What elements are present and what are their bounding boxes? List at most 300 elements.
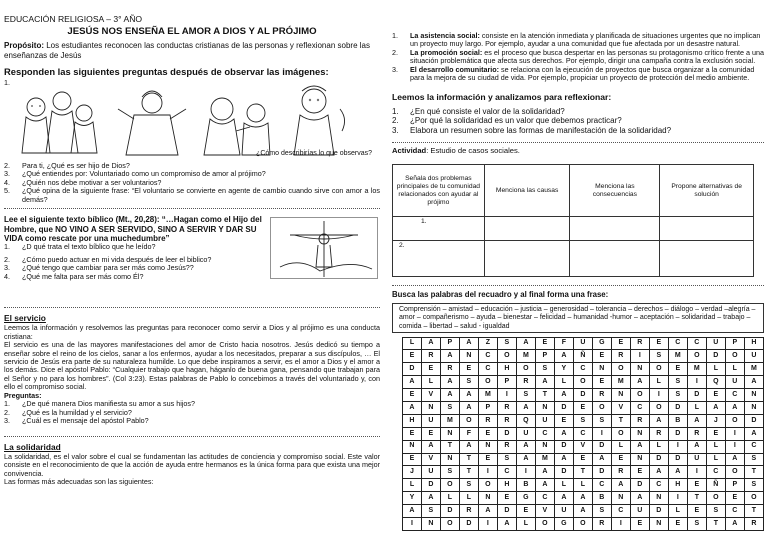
grid-cell[interactable]: M xyxy=(440,414,459,427)
divider xyxy=(392,285,764,286)
grid-cell[interactable]: A xyxy=(744,427,763,440)
grid-cell[interactable]: L xyxy=(440,492,459,505)
grid-cell[interactable]: V xyxy=(573,440,592,453)
grid-cell[interactable]: T xyxy=(440,440,459,453)
table-cell[interactable] xyxy=(660,241,754,277)
grid-cell[interactable]: N xyxy=(630,453,649,466)
grid-cell[interactable]: I xyxy=(403,517,422,530)
grid-cell[interactable]: O xyxy=(725,466,744,479)
grid-cell[interactable]: L xyxy=(668,505,687,518)
grid-cell[interactable]: V xyxy=(611,401,630,414)
grid-cell[interactable]: T xyxy=(687,492,706,505)
grid-cell[interactable]: A xyxy=(744,376,763,389)
grid-cell[interactable]: E xyxy=(611,337,630,350)
grid-cell[interactable]: R xyxy=(497,440,516,453)
grid-cell[interactable]: N xyxy=(478,440,497,453)
grid-cell[interactable]: I xyxy=(687,466,706,479)
grid-cell[interactable]: D xyxy=(668,453,687,466)
grid-cell[interactable]: E xyxy=(403,389,422,402)
grid-cell[interactable]: D xyxy=(668,427,687,440)
grid-cell[interactable]: A xyxy=(554,453,573,466)
grid-cell[interactable]: N xyxy=(630,427,649,440)
grid-cell[interactable]: E xyxy=(706,427,725,440)
grid-cell[interactable]: V xyxy=(535,505,554,518)
grid-cell[interactable]: D xyxy=(497,427,516,440)
grid-cell[interactable]: N xyxy=(535,401,554,414)
grid-cell[interactable]: A xyxy=(630,376,649,389)
grid-cell[interactable]: A xyxy=(687,440,706,453)
grid-cell[interactable]: A xyxy=(459,389,478,402)
grid-cell[interactable]: H xyxy=(744,337,763,350)
grid-cell[interactable]: H xyxy=(497,479,516,492)
grid-cell[interactable]: A xyxy=(535,479,554,492)
grid-cell[interactable]: D xyxy=(554,466,573,479)
grid-cell[interactable]: S xyxy=(668,389,687,402)
grid-cell[interactable]: L xyxy=(516,517,535,530)
list-item: 1. ¿D qué trata el texto bíblico que he leído? xyxy=(4,242,156,252)
grid-cell[interactable]: O xyxy=(573,517,592,530)
grid-cell[interactable]: I xyxy=(649,389,668,402)
grid-cell[interactable]: T xyxy=(611,414,630,427)
grid-cell[interactable]: E xyxy=(421,363,440,376)
grid-cell[interactable]: D xyxy=(421,479,440,492)
grid-cell[interactable]: V xyxy=(421,389,440,402)
grid-cell[interactable]: D xyxy=(649,453,668,466)
reflect-title: Leemos la información y analizamos para reflexionar: xyxy=(392,91,612,102)
grid-cell[interactable]: Z xyxy=(478,337,497,350)
grid-cell[interactable]: D xyxy=(668,401,687,414)
grid-cell[interactable]: T xyxy=(459,453,478,466)
grid-cell[interactable]: D xyxy=(744,414,763,427)
grid-cell[interactable]: L xyxy=(403,479,422,492)
grid-cell[interactable]: E xyxy=(573,453,592,466)
grid-cell[interactable]: E xyxy=(403,427,422,440)
grid-cell[interactable]: A xyxy=(649,414,668,427)
grid-cell[interactable]: R xyxy=(611,466,630,479)
grid-cell[interactable]: A xyxy=(440,376,459,389)
grid-cell[interactable]: L xyxy=(706,363,725,376)
grid-cell[interactable]: S xyxy=(459,376,478,389)
grid-cell[interactable]: P xyxy=(478,401,497,414)
grid-cell[interactable]: D xyxy=(592,440,611,453)
grid-cell[interactable]: U xyxy=(421,466,440,479)
grid-cell[interactable]: S xyxy=(497,337,516,350)
grid-cell[interactable]: O xyxy=(478,479,497,492)
grid-cell[interactable]: U xyxy=(744,350,763,363)
grid-cell[interactable]: E xyxy=(421,427,440,440)
grid-cell[interactable]: A xyxy=(554,427,573,440)
grid-cell[interactable]: I xyxy=(497,389,516,402)
grid-cell[interactable]: T xyxy=(706,517,725,530)
grid-cell[interactable]: G xyxy=(554,517,573,530)
grid-cell[interactable]: L xyxy=(611,440,630,453)
grid-cell[interactable]: E xyxy=(592,350,611,363)
grid-cell[interactable]: O xyxy=(516,363,535,376)
grid-cell[interactable]: R xyxy=(630,337,649,350)
grid-cell[interactable]: A xyxy=(421,492,440,505)
grid-cell[interactable]: N xyxy=(535,440,554,453)
grid-cell[interactable]: T xyxy=(573,466,592,479)
grid-cell[interactable]: C xyxy=(478,363,497,376)
grid-cell[interactable]: N xyxy=(421,401,440,414)
grid-cell[interactable]: D xyxy=(554,401,573,414)
list-item: 4. ¿Qué me falta para ser más como Él? xyxy=(4,271,144,281)
grid-cell[interactable]: N xyxy=(630,363,649,376)
grid-cell[interactable]: M xyxy=(687,363,706,376)
grid-cell[interactable]: A xyxy=(516,440,535,453)
grid-cell[interactable]: S xyxy=(459,479,478,492)
grid-cell[interactable]: E xyxy=(459,363,478,376)
grid-cell[interactable]: C xyxy=(611,505,630,518)
grid-cell[interactable]: D xyxy=(687,389,706,402)
grid-cell[interactable]: O xyxy=(725,414,744,427)
grid-cell[interactable]: N xyxy=(744,401,763,414)
grid-cell[interactable]: Y xyxy=(403,492,422,505)
grid-cell[interactable]: P xyxy=(497,376,516,389)
grid-cell[interactable]: D xyxy=(706,350,725,363)
proposito-text: Los estudiantes reconocen las conductas cristianas de las personas y reflexionan sobre las enseñanzas de Jesús xyxy=(4,41,370,61)
grid-cell[interactable]: R xyxy=(459,505,478,518)
grid-cell[interactable]: P xyxy=(725,479,744,492)
grid-cell[interactable]: P xyxy=(440,337,459,350)
grid-cell[interactable]: F xyxy=(459,427,478,440)
grid-cell[interactable]: D xyxy=(403,363,422,376)
grid-cell[interactable]: I xyxy=(478,466,497,479)
grid-cell[interactable]: A xyxy=(687,414,706,427)
grid-cell[interactable]: A xyxy=(725,517,744,530)
grid-cell[interactable]: U xyxy=(554,505,573,518)
grid-cell[interactable]: O xyxy=(440,517,459,530)
table-cell[interactable] xyxy=(660,217,754,241)
grid-cell[interactable]: S xyxy=(516,389,535,402)
grid-cell[interactable]: O xyxy=(649,401,668,414)
list-item: 1. La asistencia social: consiste en la atención inmediata y planificada de situaciones urgentes que no implican un proyecto muy largo. Por ejemplo, ayudar a una comunidad que fue afectada por un desastre natural. xyxy=(392,31,761,49)
grid-cell[interactable]: G xyxy=(592,337,611,350)
grid-cell[interactable]: A xyxy=(611,479,630,492)
grid-cell[interactable]: E xyxy=(668,517,687,530)
grid-cell[interactable]: S xyxy=(421,505,440,518)
grid-cell[interactable]: E xyxy=(478,453,497,466)
grid-cell[interactable]: E xyxy=(725,492,744,505)
grid-cell[interactable]: A xyxy=(440,350,459,363)
grid-cell[interactable]: A xyxy=(478,505,497,518)
grid-cell[interactable]: L xyxy=(403,337,422,350)
grid-cell[interactable]: A xyxy=(516,453,535,466)
grid-cell[interactable]: I xyxy=(516,466,535,479)
grid-cell[interactable]: G xyxy=(516,492,535,505)
grid-cell[interactable]: S xyxy=(744,453,763,466)
grid-cell[interactable]: N xyxy=(459,350,478,363)
grid-cell[interactable]: R xyxy=(592,517,611,530)
grid-cell[interactable]: A xyxy=(535,466,554,479)
grid-cell[interactable]: E xyxy=(649,337,668,350)
grid-cell[interactable]: A xyxy=(725,453,744,466)
grid-cell[interactable]: A xyxy=(649,466,668,479)
grid-cell[interactable]: J xyxy=(706,414,725,427)
grid-cell[interactable]: Q xyxy=(516,414,535,427)
grid-cell[interactable]: R xyxy=(592,389,611,402)
grid-cell[interactable]: C xyxy=(478,350,497,363)
grid-cell[interactable]: T xyxy=(744,505,763,518)
grid-cell[interactable]: M xyxy=(611,376,630,389)
grid-cell[interactable]: A xyxy=(459,337,478,350)
grid-cell[interactable]: Ñ xyxy=(706,479,725,492)
grid-cell[interactable]: L xyxy=(687,401,706,414)
grid-cell[interactable]: C xyxy=(497,466,516,479)
grid-cell[interactable]: E xyxy=(497,492,516,505)
grid-cell[interactable]: N xyxy=(440,453,459,466)
grid-cell[interactable]: C xyxy=(573,363,592,376)
grid-cell[interactable]: M xyxy=(535,453,554,466)
grid-cell[interactable]: Q xyxy=(706,376,725,389)
grid-cell[interactable]: A xyxy=(554,350,573,363)
grid-cell[interactable]: E xyxy=(516,505,535,518)
grid-cell[interactable]: C xyxy=(535,492,554,505)
grid-cell[interactable]: C xyxy=(573,427,592,440)
grid-cell[interactable]: D xyxy=(459,517,478,530)
grid-cell[interactable]: B xyxy=(516,479,535,492)
grid-cell[interactable]: U xyxy=(573,337,592,350)
grid-cell[interactable]: Y xyxy=(554,363,573,376)
grid-cell[interactable]: E xyxy=(706,389,725,402)
grid-cell[interactable]: I xyxy=(668,440,687,453)
grid-cell[interactable]: E xyxy=(630,466,649,479)
grid-cell[interactable]: A xyxy=(516,401,535,414)
grid-cell[interactable]: E xyxy=(592,376,611,389)
grid-cell[interactable]: U xyxy=(535,414,554,427)
grid-cell[interactable]: H xyxy=(668,479,687,492)
grid-cell[interactable]: U xyxy=(421,414,440,427)
grid-cell[interactable]: N xyxy=(649,492,668,505)
grid-cell[interactable]: C xyxy=(744,440,763,453)
grid-cell[interactable]: E xyxy=(478,427,497,440)
grid-cell[interactable]: A xyxy=(630,440,649,453)
grid-cell[interactable]: H xyxy=(497,363,516,376)
grid-cell[interactable]: O xyxy=(725,350,744,363)
grid-cell[interactable]: N xyxy=(421,517,440,530)
grid-cell[interactable]: N xyxy=(592,363,611,376)
grid-cell[interactable]: R xyxy=(744,517,763,530)
grid-cell[interactable]: C xyxy=(649,479,668,492)
grid-cell[interactable]: S xyxy=(440,401,459,414)
grid-cell[interactable]: I xyxy=(668,492,687,505)
grid-cell[interactable]: O xyxy=(592,401,611,414)
grid-cell[interactable]: H xyxy=(403,414,422,427)
grid-cell[interactable]: S xyxy=(592,414,611,427)
grid-cell[interactable]: O xyxy=(649,363,668,376)
grid-cell[interactable]: U xyxy=(630,505,649,518)
grid-cell[interactable]: S xyxy=(497,453,516,466)
grid-cell[interactable]: T xyxy=(744,466,763,479)
grid-cell[interactable]: C xyxy=(592,479,611,492)
grid-cell[interactable]: A xyxy=(421,337,440,350)
table-cell[interactable] xyxy=(484,217,570,241)
grid-cell[interactable]: O xyxy=(478,376,497,389)
grid-cell[interactable]: A xyxy=(403,376,422,389)
grid-cell[interactable]: O xyxy=(497,350,516,363)
grid-cell[interactable]: I xyxy=(687,376,706,389)
grid-cell[interactable]: E xyxy=(403,350,422,363)
grid-cell[interactable]: E xyxy=(535,337,554,350)
grid-cell[interactable]: S xyxy=(706,505,725,518)
grid-cell[interactable]: O xyxy=(706,492,725,505)
grid-cell[interactable]: N xyxy=(478,492,497,505)
grid-cell[interactable]: A xyxy=(592,453,611,466)
grid-cell[interactable]: N xyxy=(611,389,630,402)
grid-cell[interactable]: D xyxy=(630,479,649,492)
grid-cell[interactable]: T xyxy=(535,389,554,402)
grid-cell[interactable]: L xyxy=(706,440,725,453)
grid-cell[interactable]: C xyxy=(687,337,706,350)
grid-cell[interactable]: A xyxy=(630,492,649,505)
preguntas-label: Preguntas: xyxy=(4,390,42,400)
grid-cell[interactable]: E xyxy=(630,517,649,530)
grid-cell[interactable]: O xyxy=(535,517,554,530)
grid-cell[interactable]: R xyxy=(497,401,516,414)
grid-cell[interactable]: U xyxy=(516,427,535,440)
grid-cell[interactable]: O xyxy=(611,363,630,376)
grid-cell[interactable]: T xyxy=(459,466,478,479)
grid-cell[interactable]: S xyxy=(440,466,459,479)
grid-cell[interactable]: M xyxy=(516,350,535,363)
grid-cell[interactable]: C xyxy=(668,337,687,350)
grid-cell[interactable]: R xyxy=(440,363,459,376)
grid-cell[interactable]: N xyxy=(403,440,422,453)
grid-cell[interactable]: C xyxy=(725,505,744,518)
grid-cell[interactable]: S xyxy=(668,376,687,389)
grid-cell[interactable]: A xyxy=(497,517,516,530)
grid-cell[interactable]: R xyxy=(611,350,630,363)
grid-cell[interactable]: R xyxy=(421,350,440,363)
grid-cell[interactable]: R xyxy=(687,427,706,440)
grid-cell[interactable]: E xyxy=(403,453,422,466)
grid-cell[interactable]: L xyxy=(421,376,440,389)
grid-cell[interactable]: S xyxy=(535,363,554,376)
grid-cell[interactable]: S xyxy=(744,479,763,492)
grid-cell[interactable]: C xyxy=(706,466,725,479)
grid-cell[interactable]: L xyxy=(649,440,668,453)
grid-cell[interactable]: A xyxy=(459,440,478,453)
grid-row xyxy=(403,466,764,479)
grid-cell[interactable]: Ñ xyxy=(573,350,592,363)
grid-cell[interactable]: U xyxy=(725,376,744,389)
grid-cell[interactable]: D xyxy=(649,505,668,518)
table-cell[interactable] xyxy=(570,217,660,241)
grid-cell[interactable]: O xyxy=(440,479,459,492)
grid-cell[interactable]: D xyxy=(440,505,459,518)
grid-cell[interactable]: S xyxy=(592,505,611,518)
grid-cell[interactable]: A xyxy=(573,505,592,518)
table-cell[interactable] xyxy=(570,241,660,277)
grid-cell[interactable]: A xyxy=(440,389,459,402)
grid-cell[interactable]: A xyxy=(725,401,744,414)
grid-cell[interactable]: D xyxy=(573,389,592,402)
grid-cell[interactable]: O xyxy=(573,376,592,389)
reflect-questions xyxy=(392,107,764,135)
grid-cell[interactable]: N xyxy=(649,517,668,530)
grid-cell[interactable]: E xyxy=(668,363,687,376)
grid-cell[interactable]: E xyxy=(554,414,573,427)
grid-cell[interactable]: R xyxy=(630,414,649,427)
grid-cell[interactable]: I xyxy=(630,350,649,363)
grid-cell[interactable]: O xyxy=(630,389,649,402)
grid-cell[interactable]: V xyxy=(421,453,440,466)
grid-cell[interactable]: E xyxy=(573,401,592,414)
grid-cell[interactable]: C xyxy=(630,401,649,414)
grid-cell[interactable]: I xyxy=(478,517,497,530)
grid-cell[interactable]: O xyxy=(611,427,630,440)
grid-cell[interactable]: P xyxy=(725,337,744,350)
grid-cell[interactable]: U xyxy=(706,337,725,350)
grid-cell[interactable]: O xyxy=(459,414,478,427)
grid-cell[interactable]: N xyxy=(440,427,459,440)
grid-cell[interactable]: L xyxy=(459,492,478,505)
grid-cell[interactable]: D xyxy=(497,505,516,518)
grid-cell[interactable]: M xyxy=(478,389,497,402)
grid-cell[interactable]: S xyxy=(649,350,668,363)
grid-cell[interactable]: A xyxy=(706,401,725,414)
grid-cell[interactable]: E xyxy=(611,453,630,466)
grid-cell[interactable]: L xyxy=(725,363,744,376)
grid-cell[interactable]: D xyxy=(592,466,611,479)
grid-cell[interactable]: L xyxy=(554,376,573,389)
grid-cell[interactable]: R xyxy=(478,414,497,427)
grid-cell[interactable]: R xyxy=(516,376,535,389)
grid-cell[interactable]: N xyxy=(611,492,630,505)
grid-cell[interactable]: A xyxy=(403,505,422,518)
grid-cell[interactable]: N xyxy=(744,389,763,402)
grid-cell[interactable]: E xyxy=(687,505,706,518)
grid-cell[interactable]: O xyxy=(687,350,706,363)
grid-cell[interactable]: I xyxy=(725,440,744,453)
grid-cell[interactable]: M xyxy=(668,350,687,363)
grid-cell[interactable]: L xyxy=(554,479,573,492)
grid-cell[interactable]: L xyxy=(573,479,592,492)
grid-cell[interactable]: I xyxy=(725,427,744,440)
grid-cell[interactable]: U xyxy=(687,453,706,466)
grid-cell[interactable]: J xyxy=(403,466,422,479)
grid-cell[interactable]: F xyxy=(554,337,573,350)
grid-cell[interactable]: A xyxy=(403,401,422,414)
grid-cell[interactable]: E xyxy=(687,479,706,492)
grid-cell[interactable]: O xyxy=(744,492,763,505)
grid-cell[interactable]: A xyxy=(554,492,573,505)
grid-cell[interactable]: M xyxy=(744,363,763,376)
grid-cell[interactable]: A xyxy=(535,376,554,389)
grid-cell[interactable]: P xyxy=(535,350,554,363)
table-cell[interactable] xyxy=(484,241,570,277)
grid-cell[interactable]: R xyxy=(649,427,668,440)
grid-cell[interactable]: A xyxy=(421,440,440,453)
grid-cell[interactable]: L xyxy=(706,453,725,466)
grid-cell[interactable]: C xyxy=(535,427,554,440)
grid-cell[interactable]: S xyxy=(687,517,706,530)
grid-cell[interactable]: S xyxy=(573,414,592,427)
grid-cell[interactable]: A xyxy=(668,466,687,479)
grid-cell[interactable]: L xyxy=(649,376,668,389)
grid-cell[interactable]: C xyxy=(725,389,744,402)
grid-cell[interactable]: D xyxy=(554,440,573,453)
grid-cell[interactable]: I xyxy=(611,517,630,530)
grid-cell[interactable]: R xyxy=(497,414,516,427)
grid-cell[interactable]: A xyxy=(573,492,592,505)
grid-cell[interactable]: I xyxy=(592,427,611,440)
grid-cell[interactable]: A xyxy=(554,389,573,402)
grid-cell[interactable]: B xyxy=(668,414,687,427)
grid-cell[interactable]: B xyxy=(592,492,611,505)
grid-cell[interactable]: A xyxy=(516,337,535,350)
grid-cell[interactable]: A xyxy=(459,401,478,414)
